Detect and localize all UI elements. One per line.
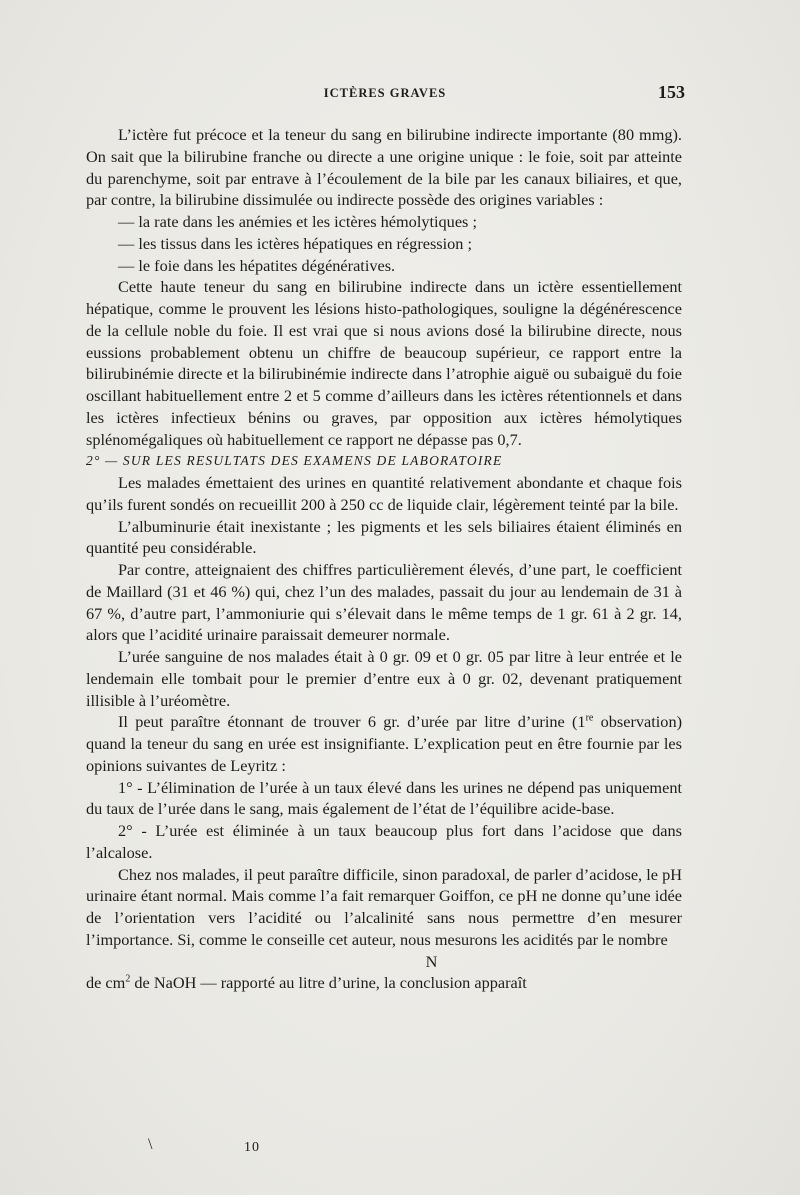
footer-mark: \ xyxy=(148,1136,153,1153)
paragraph-bilirubin: L’ictère fut précoce et la teneur du sang en bilirubine indirecte importante (80 mmg). On sait que la bilirubine franche ou directe a une origine unique : le foie, soit par atteinte du parenchyme, soit par entrave à l’écoulement de la bile par les canaux biliaires, et que, par contre, la bilirubine dissimulée ou indirecte possède des origines variables : xyxy=(86,125,682,210)
paragraph-albuminurie: L’albuminurie était inexistante ; les pigments et les sels biliaires étaient éliminés en quantité peu considérable. xyxy=(86,516,682,558)
paragraph-point-2: 2° - L’urée est éliminée à un taux beaucoup plus fort dans l’acidose que dans l’alcalose. xyxy=(86,821,682,862)
paragraph-point-1: 1° - L’élimination de l’urée à un taux élevé dans les urines ne dépend pas uniquement du taux de l’urée dans le sang, mais également de l’état de l’équilibre acide-base. xyxy=(86,777,682,819)
ordinal-superscript: re xyxy=(585,712,594,724)
list-item-rate: — la rate dans les anémies et les ictères hémolytiques ; xyxy=(118,212,477,231)
running-title: ICTÈRES GRAVES xyxy=(323,86,447,100)
section-heading: 2° — SUR LES RESULTATS DES EXAMENS DE LABORATOIRE xyxy=(86,453,503,469)
list-item-tissus: — les tissus dans les ictères hépatiques en régression ; xyxy=(118,233,473,253)
paragraph-uree-sanguine: L’urée sanguine de nos malades était à 0 gr. 09 et 0 gr. 05 par litre à leur entrée et le lendemain elle tombait pour le premier d’entre eux à 0 gr. 02, devenant pratiquement illisible à l’uréomètre. xyxy=(86,647,682,710)
unit-superscript: 2 xyxy=(125,973,131,985)
paragraph-coefficients: Par contre, atteignaient des chiffres particulièrement élevés, d’une part, le coefficient de Maillard (31 et 46 %) qui, chez l’un des malades, passait du jour au lendemain de 31 à 67 %, d’autre part, l’ammoniurie qui s’élevait dans le même temps de 1 gr. 61 à 2 gr. 14, alors que l’acidité urinaire paraissait demeurer normale. xyxy=(86,560,682,645)
page-header xyxy=(85,82,685,108)
paragraph-conclusion xyxy=(86,972,682,994)
page-number: 153 xyxy=(658,82,685,102)
paragraph-urines: Les malades émettaient des urines en quantité relativement abondante et chaque fois qu’ils furent sondés on recueillit 200 à 250 cc de liquide clair, légèrement teinté par la bile. xyxy=(86,473,682,514)
paragraph-haute-teneur: Cette haute teneur du sang en bilirubine indirecte dans un ictère essentiellement hépatique, comme le prouvent les lésions histo-pathologiques, souligne la dégénérescence de la cellule noble du foie. Il est vrai que si nous avions dosé la bilirubine directe, nous eussions probablement obtenu un chiffre de beaucoup supérieur, ce rapport entre la bilirubinémie directe et la bilirubinémie indirecte dans l’atrophie aiguë ou subaiguë du foie oscillant habituellement entre 2 et 5 comme d’ailleurs dans les ictères rétentionnels et dans les ictères infectieux bénins ou graves, par opposition aux ictères hémolytiques splénomégaliques où habituellement ce rapport ne dépasse pas 0,7. xyxy=(86,277,682,449)
paragraph-uree-urine-end: observation) quand la teneur du sang en urée est insignifiante. L’explication peut en être fournie par les opinions suivantes de Leyritz : xyxy=(86,712,683,775)
paragraph-uree-urine xyxy=(86,711,682,776)
list-item-foie: — le foie dans les hépatites dégénératives. xyxy=(118,255,396,275)
conclusion-naoh: de NaOH xyxy=(130,973,201,993)
body-text xyxy=(86,124,682,994)
paragraph-acidose: Chez nos malades, il peut paraître difficile, sinon paradoxal, de parler d’acidose, le pH urinaire étant normal. Mais comme l’a fait remarquer Goiffon, ce pH ne donne qu’une idée de l’orientation vers l’acidité ou l’alcalinité sans nous permettre d’en mesurer l’importance. Si, comme le conseille cet auteur, nous mesurons les acidités par le nombre xyxy=(86,864,682,949)
conclusion-start: de cm xyxy=(86,973,126,993)
conclusion-end: — rapporté au litre d’urine, la conclusion apparaît xyxy=(200,973,527,993)
signature-mark: 10 xyxy=(244,1140,260,1155)
paragraph-uree-urine-start: Il peut paraître étonnant de trouver 6 gr. d’urée par litre d’urine (1 xyxy=(118,712,586,732)
formula-normality: N xyxy=(425,951,438,971)
